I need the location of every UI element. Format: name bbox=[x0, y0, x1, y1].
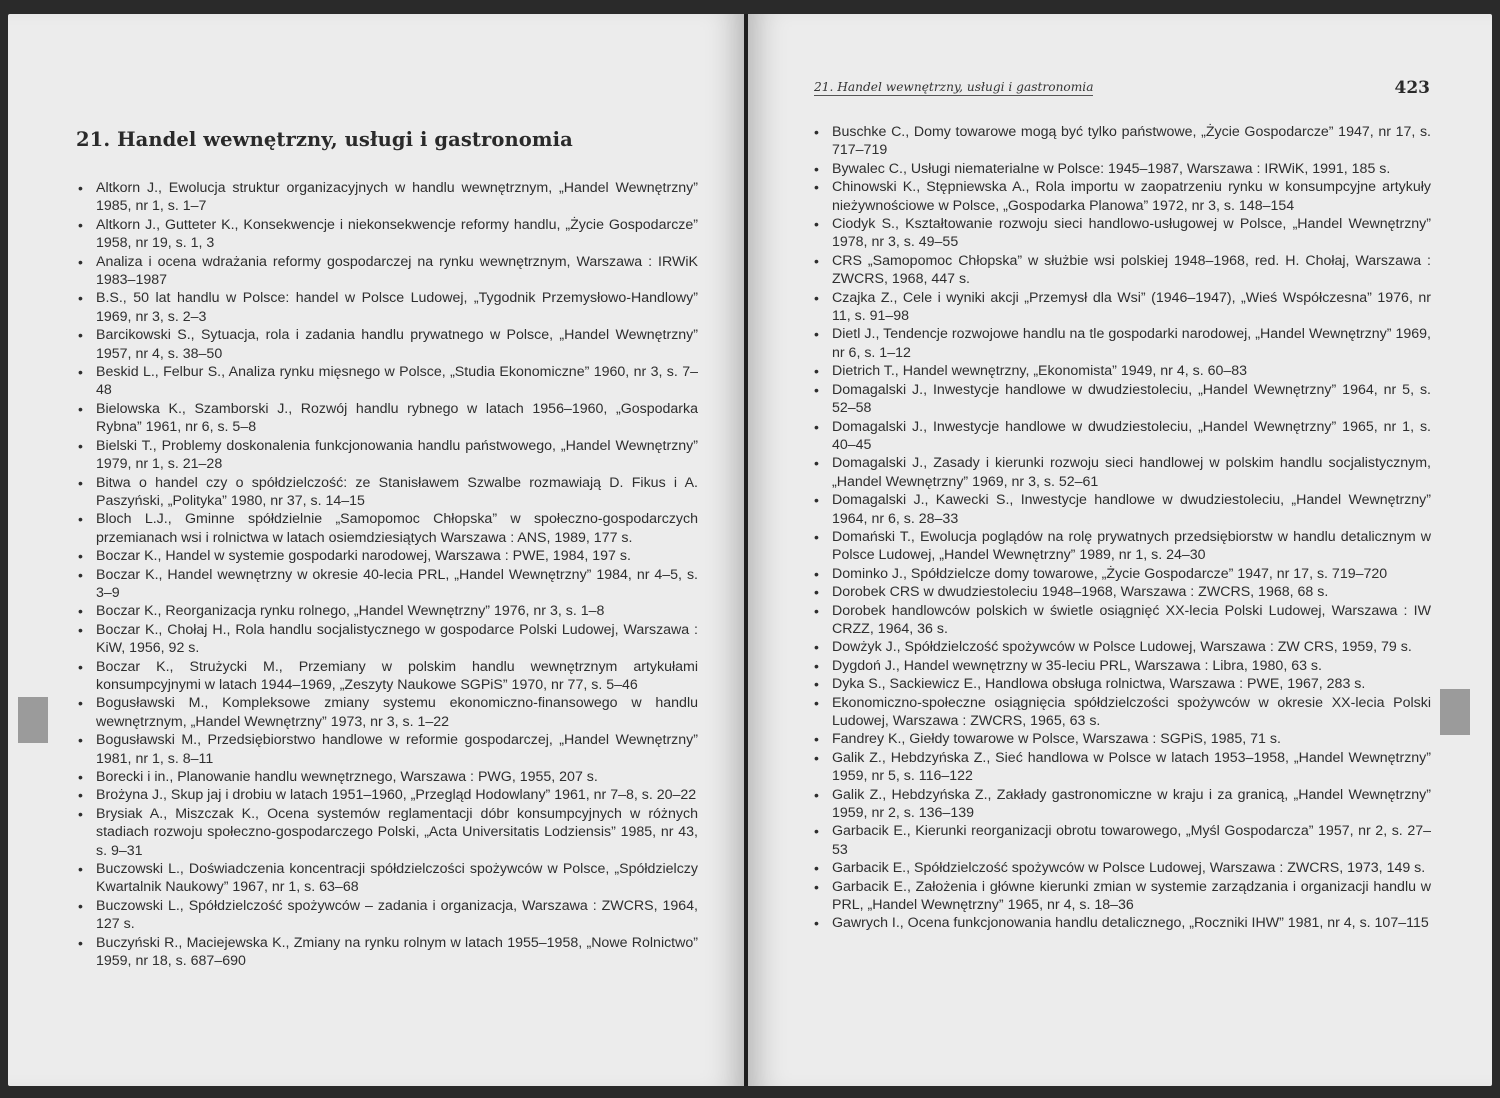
bullet-icon: • bbox=[78, 769, 83, 785]
bibliography-entry bbox=[814, 565, 1431, 583]
entry-text: Bogusławski M., Przedsiębiorstwo handlowe w reformie gospodarczej, „Handel Wewnętrzny” 1981, nr 1, s. 8–11 bbox=[96, 732, 698, 767]
bibliography-entry bbox=[814, 123, 1431, 160]
entry-text: Garbacik E., Założenia i główne kierunki zmian w systemie zarządzania i organizacji handlu w PRL, „Handel Wewnętrzny” 1965, nr 4, s. 18–36 bbox=[832, 878, 1431, 914]
bullet-icon: • bbox=[78, 732, 83, 749]
bibliography-list-left bbox=[78, 179, 698, 970]
bibliography-entry bbox=[814, 178, 1431, 215]
bullet-icon: • bbox=[78, 695, 83, 712]
bibliography-entry bbox=[814, 822, 1431, 859]
bibliography-entry bbox=[78, 474, 698, 511]
bibliography-entry bbox=[78, 897, 698, 934]
bullet-icon: • bbox=[78, 400, 83, 417]
entry-text: Galik Z., Hebdzyńska Z., Sieć handlowa w Polsce w latach 1953–1958, „Handel Wewnętrzny” 1959, nr 5, s. 116–122 bbox=[832, 749, 1431, 785]
entry-text: Bywalec C., Usługi niematerialne w Polsce: 1945–1987, Warszawa : IRWiK, 1991, 185 s. bbox=[832, 160, 1391, 177]
entry-text: Boczar K., Reorganizacja rynku rolnego, „Handel Wewnętrzny” 1976, nr 3, s. 1–8 bbox=[96, 603, 605, 620]
entry-text: Domagalski J., Zasady i kierunki rozwoju sieci handlowej w polskim handlu socjalistycznym, „Handel Wewnętrzny” 1969, nr 3, s. 52–61 bbox=[832, 455, 1431, 490]
right-page bbox=[748, 14, 1492, 1086]
bibliography-entry bbox=[814, 289, 1431, 326]
entry-text: Boczar K., Chołaj H., Rola handlu socjalistycznego w gospodarce Polski Ludowej, Warszawa : KiW, 1956, 92 s. bbox=[96, 621, 698, 657]
bullet-icon: • bbox=[814, 160, 819, 177]
page-number: 423 bbox=[1394, 78, 1430, 98]
bullet-icon: • bbox=[814, 528, 819, 545]
bullet-icon: • bbox=[814, 381, 819, 398]
bibliography-entry bbox=[814, 362, 1431, 380]
bullet-icon: • bbox=[78, 566, 83, 583]
bullet-icon: • bbox=[814, 252, 819, 269]
bibliography-entry bbox=[814, 252, 1431, 289]
bullet-icon: • bbox=[814, 492, 819, 509]
entry-text: Bogusławski M., Kompleksowe zmiany systemu ekonomiczno-finansowego w handlu wewnętrznym, „Handel Wewnętrzny” 1973, nr 3, s. 1–22 bbox=[96, 695, 698, 730]
bibliography-entry bbox=[78, 805, 698, 860]
bibliography-entry bbox=[78, 437, 698, 474]
entry-text: Domagalski J., Inwestycje handlowe w dwudziestoleciu, „Handel Wewnętrzny” 1965, nr 1, s. 40–45 bbox=[832, 418, 1431, 453]
entry-text: Ciodyk S., Kształtowanie rozwoju sieci handlowo-usługowej w Polsce, „Handel Wewnętrzny” 1978, nr 3, s. 49–55 bbox=[832, 216, 1431, 251]
bullet-icon: • bbox=[78, 805, 83, 822]
bibliography-entry bbox=[814, 454, 1431, 491]
entry-text: Brysiak A., Miszczak K., Ocena systemów reglamentacji dóbr konsumpcyjnych w różnych stadiach rozwoju społeczno-gospodarczego Polski, „Acta Universitatis Lodziensis” 1985, nr 43, s. 9–31 bbox=[96, 805, 698, 859]
entry-text: Boczar K., Handel wewnętrzny w okresie 40-lecia PRL, „Handel Wewnętrzny” 1984, nr 4–5, s. 3–9 bbox=[96, 566, 698, 601]
bullet-icon: • bbox=[78, 548, 83, 565]
entry-text: B.S., 50 lat handlu w Polsce: handel w Polsce Ludowej, „Tygodnik Przemysłowo-Handlowy” 1969, nr 3, s. 2–3 bbox=[96, 290, 698, 325]
bullet-icon: • bbox=[78, 621, 83, 638]
running-head: 21. Handel wewnętrzny, usługi i gastronomia bbox=[814, 80, 1094, 94]
bibliography-entry bbox=[814, 381, 1431, 418]
bullet-icon: • bbox=[78, 474, 83, 491]
bullet-icon: • bbox=[78, 216, 83, 233]
bullet-icon: • bbox=[814, 878, 819, 895]
entry-text: Fandrey K., Giełdy towarowe w Polsce, Warszawa : SGPiS, 1985, 71 s. bbox=[832, 731, 1281, 748]
entry-text: Bielowska K., Szamborski J., Rozwój handlu rybnego w latach 1956–1960, „Gospodarka Rybna” 1961, nr 6, s. 5–8 bbox=[96, 400, 698, 436]
left-edge-tab bbox=[18, 697, 48, 743]
entry-text: Dietl J., Tendencje rozwojowe handlu na tle gospodarki narodowej, „Handel Wewnętrzny” 1969, nr 6, s. 1–12 bbox=[832, 326, 1431, 361]
entry-text: CRS „Samopomoc Chłopska” w służbie wsi polskiej 1948–1968, red. H. Chołaj, Warszawa : ZWCRS, 1968, 447 s. bbox=[832, 252, 1431, 288]
bullet-icon: • bbox=[814, 749, 819, 766]
bullet-icon: • bbox=[78, 327, 83, 344]
bibliography-entry bbox=[78, 400, 698, 437]
bibliography-entry bbox=[78, 547, 698, 565]
bullet-icon: • bbox=[814, 860, 819, 877]
bibliography-entry bbox=[814, 657, 1431, 675]
bullet-icon: • bbox=[78, 603, 83, 620]
bullet-icon: • bbox=[814, 823, 819, 840]
bibliography-entry bbox=[814, 638, 1431, 656]
entry-text: Beskid L., Felbur S., Analiza rynku mięsnego w Polsce, „Studia Ekonomiczne” 1960, nr 3, s. 7–48 bbox=[96, 364, 698, 399]
entry-text: Altkorn J., Gutteter K., Konsekwencje i niekonsekwencje reformy handlu, „Życie Gospodarcze” 1958, nr 19, s. 1, 3 bbox=[96, 216, 698, 252]
right-edge-tab bbox=[1440, 689, 1470, 735]
entry-text: Domański T., Ewolucja poglądów na rolę prywatnych przedsiębiorstw w handlu detalicznym w Polsce Ludowej, „Handel Wewnętrzny” 1989, nr 1, s. 24–30 bbox=[832, 528, 1431, 564]
bullet-icon: • bbox=[78, 861, 83, 878]
bullet-icon: • bbox=[78, 290, 83, 307]
entry-text: Dorobek handlowców polskich w świetle osiągnięć XX-lecia Polski Ludowej, Warszawa : IW CRZZ, 1964, 36 s. bbox=[832, 602, 1431, 637]
entry-text: Gawrych I., Ocena funkcjonowania handlu detalicznego, „Roczniki IHW” 1981, nr 4, s. 107–115 bbox=[832, 915, 1429, 932]
entry-text: Dorobek CRS w dwudziestoleciu 1948–1968, Warszawa : ZWCRS, 1968, 68 s. bbox=[832, 584, 1329, 601]
bibliography-entry bbox=[814, 675, 1431, 693]
bibliography-entry bbox=[78, 566, 698, 603]
entry-text: Chinowski K., Stępniewska A., Rola importu w zaopatrzeniu rynku w konsumpcyjne artykuły nieżywnościowe w Polsce, „Gospodarka Planowa” 1972, nr 3, s. 148–154 bbox=[832, 179, 1431, 214]
bibliography-entry bbox=[78, 731, 698, 768]
bibliography-entry bbox=[78, 860, 698, 897]
bibliography-entry bbox=[78, 602, 698, 620]
bullet-icon: • bbox=[814, 915, 819, 932]
entry-text: Garbacik E., Spółdzielczość spożywców w Polsce Ludowej, Warszawa : ZWCRS, 1973, 149 s. bbox=[832, 860, 1426, 877]
bibliography-entry bbox=[78, 216, 698, 253]
bibliography-entry bbox=[78, 510, 698, 547]
bullet-icon: • bbox=[78, 658, 83, 675]
bibliography-entry bbox=[814, 528, 1431, 565]
entry-text: Barcikowski S., Sytuacja, rola i zadania handlu prywatnego w Polsce, „Handel Wewnętrzny” 1957, nr 4, s. 38–50 bbox=[96, 327, 698, 362]
bullet-icon: • bbox=[78, 897, 83, 914]
bullet-icon: • bbox=[814, 731, 819, 748]
entry-text: Dowżyk J., Spółdzielczość spożywców w Polsce Ludowej, Warszawa : ZW CRS, 1959, 79 s. bbox=[832, 639, 1412, 656]
bibliography-entry bbox=[814, 878, 1431, 915]
bibliography-entry bbox=[814, 859, 1431, 877]
bibliography-entry bbox=[78, 934, 698, 971]
entry-text: Garbacik E., Kierunki reorganizacji obrotu towarowego, „Myśl Gospodarcza” 1957, nr 2, s. 27–53 bbox=[832, 823, 1431, 858]
bibliography-entry bbox=[814, 418, 1431, 455]
entry-text: Analiza i ocena wdrażania reformy gospodarczej na rynku wewnętrznym, Warszawa : IRWiK 1983–1987 bbox=[96, 253, 698, 289]
bibliography-entry bbox=[814, 694, 1431, 731]
bibliography-entry bbox=[78, 179, 698, 216]
entry-text: Bielski T., Problemy doskonalenia funkcjonowania handlu państwowego, „Handel Wewnętrzny” 1979, nr 1, s. 21–28 bbox=[96, 437, 698, 473]
entry-text: Buschke C., Domy towarowe mogą być tylko państwowe, „Życie Gospodarcze” 1947, nr 17, s. 717–719 bbox=[832, 124, 1431, 159]
bibliography-entry bbox=[78, 326, 698, 363]
bullet-icon: • bbox=[814, 216, 819, 233]
bullet-icon: • bbox=[78, 934, 83, 951]
bibliography-entry bbox=[814, 749, 1431, 786]
bullet-icon: • bbox=[78, 787, 83, 804]
bullet-icon: • bbox=[814, 326, 819, 343]
bullet-icon: • bbox=[78, 511, 83, 528]
entry-text: Czajka Z., Cele i wyniki akcji „Przemysł dla Wsi” (1946–1947), „Wieś Współczesna” 1976, nr 11, s. 91–98 bbox=[832, 289, 1431, 325]
bibliography-entry bbox=[814, 491, 1431, 528]
bibliography-entry bbox=[814, 914, 1431, 932]
bullet-icon: • bbox=[814, 639, 819, 656]
entry-text: Boczar K., Strużycki M., Przemiany w polskim handlu wewnętrznym artykułami konsumpcyjnymi w latach 1944–1969, „Zeszyty Naukowe SGPiS” 1970, nr 77, s. 5–46 bbox=[96, 658, 698, 693]
bibliography-entry bbox=[814, 160, 1431, 178]
bullet-icon: • bbox=[814, 657, 819, 674]
bullet-icon: • bbox=[78, 364, 83, 381]
entry-text: Dyka S., Sackiewicz E., Handlowa obsługa rolnictwa, Warszawa : PWE, 1967, 283 s. bbox=[832, 676, 1366, 693]
bullet-icon: • bbox=[814, 418, 819, 435]
bullet-icon: • bbox=[814, 676, 819, 693]
bibliography-entry bbox=[78, 694, 698, 731]
entry-text: Dietrich T., Handel wewnętrzny, „Ekonomista” 1949, nr 4, s. 60–83 bbox=[832, 363, 1248, 380]
bullet-icon: • bbox=[814, 694, 819, 711]
bibliography-entry bbox=[78, 786, 698, 804]
left-page bbox=[8, 14, 744, 1086]
bibliography-entry bbox=[814, 215, 1431, 252]
entry-text: Bitwa o handel czy o spółdzielczość: ze Stanisławem Szwalbe rozmawiają D. Fikus i A. Paszyński, „Polityka” 1980, nr 37, s. 14–15 bbox=[96, 474, 698, 509]
entry-text: Buczyński R., Maciejewska K., Zmiany na rynku rolnym w latach 1955–1958, „Nowe Rolnictwo” 1959, nr 18, s. 687–690 bbox=[96, 934, 698, 970]
entry-text: Brożyna J., Skup jaj i drobiu w latach 1951–1960, „Przegląd Hodowlany” 1961, nr 7–8, s. 20–22 bbox=[96, 787, 697, 804]
bibliography-entry bbox=[814, 602, 1431, 639]
bibliography-list-right bbox=[814, 123, 1431, 933]
entry-text: Galik Z., Hebdzyńska Z., Zakłady gastronomiczne w kraju i za granicą, „Handel Wewnętrzny” 1959, nr 2, s. 136–139 bbox=[832, 786, 1431, 822]
bullet-icon: • bbox=[814, 124, 819, 140]
bibliography-entry bbox=[78, 289, 698, 326]
entry-text: Boczar K., Handel w systemie gospodarki narodowej, Warszawa : PWE, 1984, 197 s. bbox=[96, 548, 631, 565]
bullet-icon: • bbox=[814, 565, 819, 582]
entry-text: Dominko J., Spółdzielcze domy towarowe, „Życie Gospodarcze” 1947, nr 17, s. 719–720 bbox=[832, 565, 1388, 582]
entry-text: Domagalski J., Kawecki S., Inwestycje handlowe w dwudziestoleciu, „Handel Wewnętrzny” 1964, nr 6, s. 28–33 bbox=[832, 492, 1431, 527]
entry-text: Borecki i in., Planowanie handlu wewnętrznego, Warszawa : PWG, 1955, 207 s. bbox=[96, 769, 598, 785]
bullet-icon: • bbox=[814, 289, 819, 306]
bullet-icon: • bbox=[814, 179, 819, 196]
bibliography-entry bbox=[78, 658, 698, 695]
entry-text: Dygdoń J., Handel wewnętrzny w 35-leciu PRL, Warszawa : Libra, 1980, 63 s. bbox=[832, 657, 1322, 674]
entry-text: Altkorn J., Ewolucja struktur organizacyjnych w handlu wewnętrznym, „Handel Wewnętrzny” 1985, nr 1, s. 1–7 bbox=[96, 180, 698, 215]
bibliography-entry bbox=[814, 325, 1431, 362]
bibliography-entry bbox=[78, 768, 698, 786]
bullet-icon: • bbox=[78, 253, 83, 270]
entry-text: Ekonomiczno-społeczne osiągnięcia spółdzielczości spożywców w okresie XX-lecia Polski Ludowej, Warszawa : ZWCRS, 1965, 63 s. bbox=[832, 694, 1431, 729]
entry-text: Buczowski L., Doświadczenia koncentracji spółdzielczości spożywców w Polsce, „Spółdzielczy Kwartalnik Naukowy” 1967, nr 1, s. 63–68 bbox=[96, 861, 698, 896]
entry-text: Domagalski J., Inwestycje handlowe w dwudziestoleciu, „Handel Wewnętrzny” 1964, nr 5, s. 52–58 bbox=[832, 381, 1431, 417]
bibliography-entry bbox=[78, 363, 698, 400]
chapter-title: 21. Handel wewnętrzny, usługi i gastronomia bbox=[76, 128, 573, 151]
bullet-icon: • bbox=[814, 455, 819, 472]
bullet-icon: • bbox=[814, 363, 819, 380]
bullet-icon: • bbox=[814, 584, 819, 601]
entry-text: Bloch L.J., Gminne spółdzielnie „Samopomoc Chłopska” w społeczno-gospodarczych przemianach wsi i rolnictwa w latach osiemdziesiątych Warszawa : ANS, 1989, 177 s. bbox=[96, 511, 698, 546]
bullet-icon: • bbox=[78, 437, 83, 454]
book-spread bbox=[8, 14, 1492, 1086]
bullet-icon: • bbox=[814, 602, 819, 619]
bibliography-entry bbox=[814, 786, 1431, 823]
entry-text: Buczowski L., Spółdzielczość spożywców – zadania i organizacja, Warszawa : ZWCRS, 1964, 127 s. bbox=[96, 897, 698, 933]
bibliography-entry bbox=[78, 621, 698, 658]
bibliography-entry bbox=[814, 583, 1431, 601]
bibliography-entry bbox=[814, 730, 1431, 748]
bullet-icon: • bbox=[78, 180, 83, 196]
bibliography-entry bbox=[78, 253, 698, 290]
bullet-icon: • bbox=[814, 786, 819, 803]
